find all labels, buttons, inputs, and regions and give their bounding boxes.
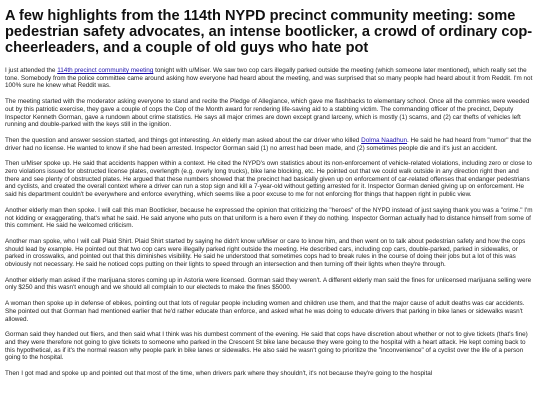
dolma-naadhun-link[interactable]: Dolma Naadhun	[361, 136, 408, 144]
paragraph-1-text-end: tonight with u/Miser. We saw two cop cars illegally parked outside the meeting (which someone later mentioned), which really set the tone. Somebody from the police committee came around asking how everyone had heard about the meeting, and was surprised that so many people had heard about it from Reddit. I'm not 100% sure he knew what Reddit was.	[5, 67, 533, 90]
paragraph-8: A woman then spoke up in defense of ebikes, pointing out that lots of regular people including women and children use them, and that the major cause of adult deaths was car accidents. She pointed out that Gorman had mentioned earlier that he'd rather educate than enforce, and asked what he was doing to educate drivers that parking in bike lanes or sidewalks wasn't allowed.	[5, 300, 525, 323]
page-title: A few highlights from the 114th NYPD precinct community meeting: some pedestrian safety advocates, an intense bootlicker, a crowd of ordinary cop-cheerleaders, and a couple of old guys who hate pot	[5, 8, 533, 56]
paragraph-3-text-start: Then the question and answer session started, and things got interesting. An elderly man asked about the car driver who killed	[5, 136, 362, 144]
paragraph-5: Another elderly man then spoke. I will call this man Bootlicker, because he expressed the opinion that criticizing the "heroes" of the NYPD instead of just saying thank you was a "crime." I'm not kidding or exaggerating, that's what he said. He said anyone who puts on that uniform is a hero even if they do nothing. Inspector Gorman actually had to distance himself from some of this comment. He said he welcomed criticism.	[5, 206, 533, 230]
paragraph-4: Then u/Miser spoke up. He said that accidents happen within a context. He cited the NYPD's own statistics about its non-enforcement of vehicle-related violations, including zero or close to zero violations issued for obstructed license plates, overlength (e.g. overly long trucks), bike lane blocking, etc. He pointed out that we could walk outside in any direction right then and there and see plenty of obstructed plates. He argued that these numbers showed that the precinct had basically given up on enforcement of car-related offenses that endanger pedestrians and cyclists, and created the overall context where a driver can run a stop sign and kill a 7-year-old without getting arrested for it. Inspector Gorman denied giving up on enforcement. He said his department couldn't be everywhere and enforce everything, which seems like a poor excuse to me for not enforcing ffor things that happen right in public view.	[5, 160, 532, 199]
paragraph-2: The meeting started with the moderator asking everyone to stand and recite the Pledge of Allegiance, which gave me flashbacks to elementary school. Once all the commies were weeded out by this patriotic exercise, they gave a couple of cops the Cop of the Month award for rendering life-saving aid to a stabbing victim. The commanding officer of the precinct, Deputy Inspector Kenneth Gorman, gave a rundown about crime statistics. He says all major crimes are down except grand larceny, which is mostly (1) scams, and (2) car thefts of vehicles left running and double-parked with the keys still in the ignition.	[5, 98, 530, 129]
paragraph-1	[5, 67, 534, 90]
meeting-link[interactable]: 114th precinct community meeting	[57, 67, 154, 74]
paragraph-3	[5, 137, 534, 152]
paragraph-9: Gorman said they handed out fliers, and then said what I think was his dumbest comment of the evening. He said that cops have discretion about whether or not to give tickets (that's fine) and they were therefore not going to give tickets to someone who parked in the Crescent St bike lane because they were going to the hospital with a heart attack. He kept coming back to this hypothetical, as if it's the normal reason why people park in bike lanes or sidewalks. He also said he wasn't going to prioritize the "inconvenience" of a cyclist over the life of a person going to the hospital.	[5, 331, 528, 362]
paragraph-7: Another elderly man asked if the marijuana stores coming up in Astoria were licensed. Gorman said they weren't. A different elderly man said the fines for unlicensed marijuana selling were only $250 and this wasn't enough and we should all complain to our electeds to make the fines $5000.	[5, 276, 532, 292]
paragraph-10: Then I got mad and spoke up and pointed out that most of the time, when drivers park where they shouldn't, it's not because they're going to the hospital	[5, 370, 433, 378]
paragraph-6: Another man spoke, who I will call Plaid Shirt. Plaid Shirt started by saying he didn't know u/Miser or care to know him, and then went on to talk about pedestrian safety and how the cops should lead by example. He pointed out that two cop cars were illegally parked right outside the meeting. He described cars, including cop cars, double-parked, parked in sidewalks, or parked in crosswalks, and pointed out that this diminishes visibility. He said he understood that sometimes cops had to break rules in the course of doing their jobs but a lot of this was obviously not necessary. He said he noticed cops putting on their lights to speed through an intersection and then turning off their lights when they're through.	[5, 237, 526, 269]
paragraph-3-text-end: . He said he had heard from "rumor" that the driver had no license. He wanted to know if she had been arrested. Inspector Gorman said (1) no arrest had been made, and (2) sometimes people die and it's just an accident.	[5, 136, 532, 152]
paragraph-1-text-start: I just attended the	[5, 67, 58, 74]
